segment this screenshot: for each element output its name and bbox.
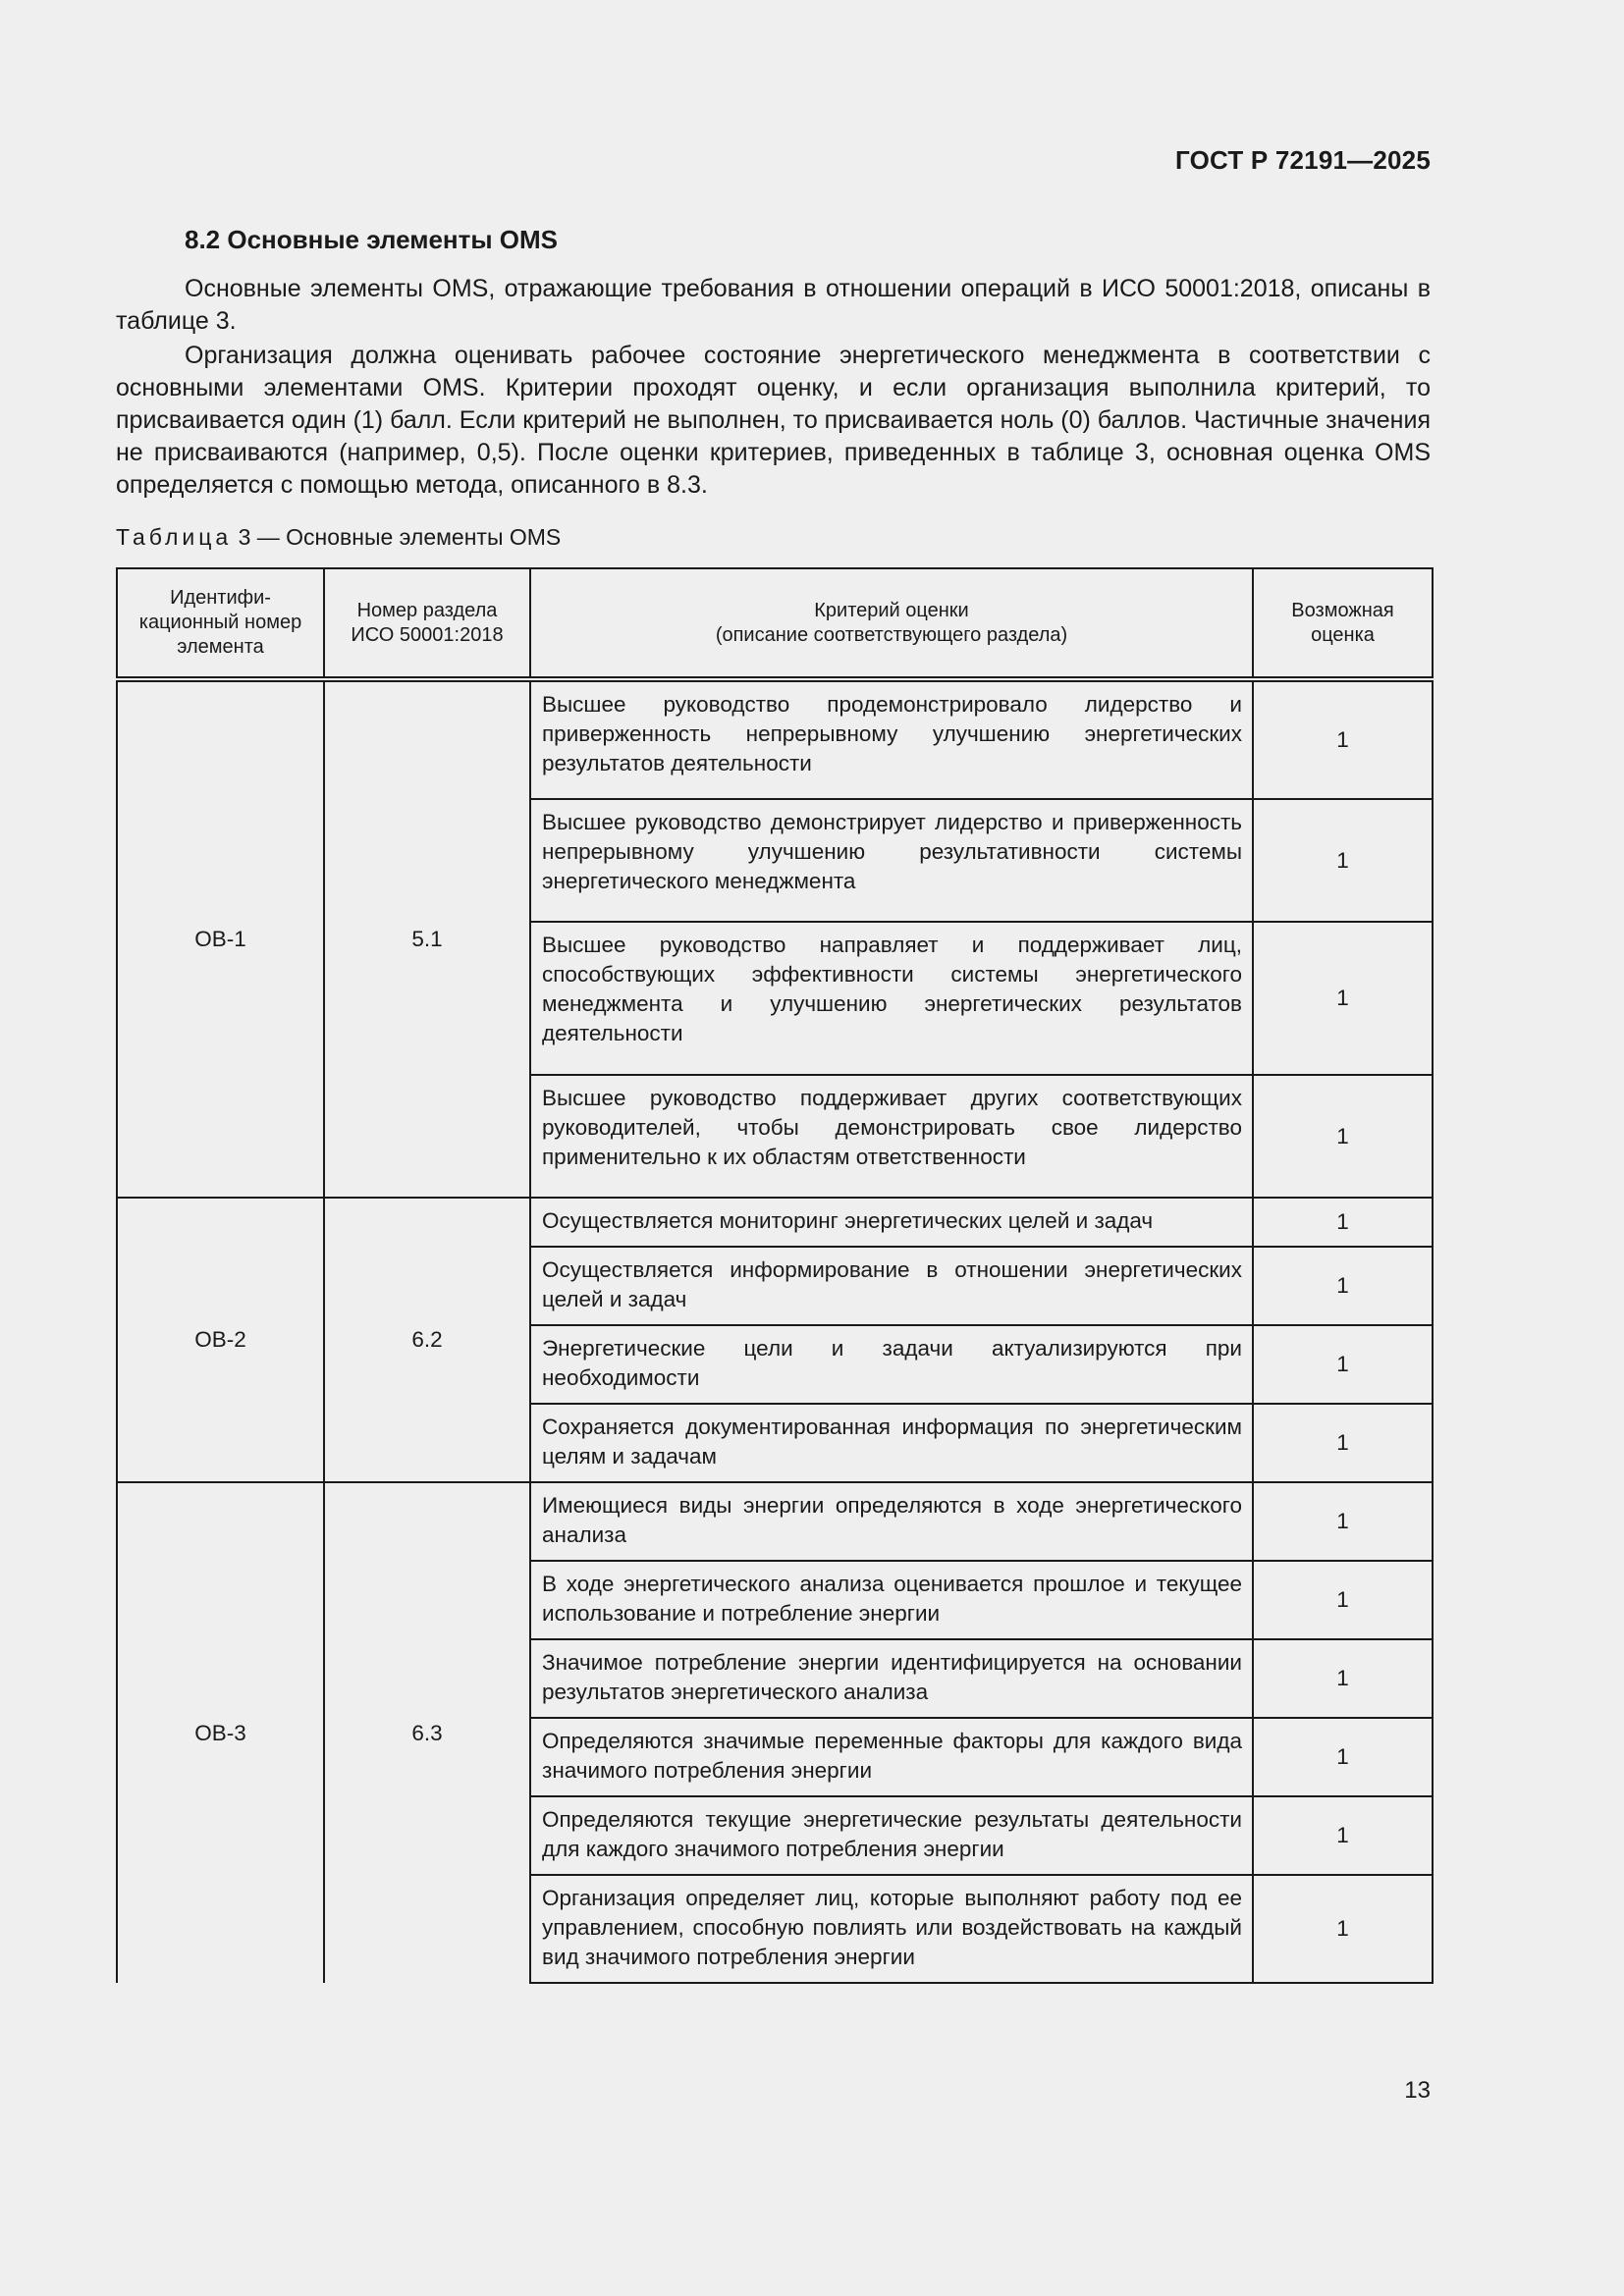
element-id-cell: OB-1 bbox=[117, 679, 324, 1198]
score-cell: 1 bbox=[1253, 1561, 1433, 1639]
criterion-cell: Осуществляется информирование в отношении энергетических целей и задач bbox=[530, 1247, 1253, 1325]
page-number: 13 bbox=[1404, 2077, 1431, 2104]
score-cell: 1 bbox=[1253, 1075, 1433, 1198]
criterion-cell: Значимое потребление энергии идентифицируется на основании результатов энергетического анализа bbox=[530, 1639, 1253, 1718]
criteria-table bbox=[116, 567, 1434, 1984]
score-cell: 1 bbox=[1253, 1482, 1433, 1561]
score-cell: 1 bbox=[1253, 922, 1433, 1075]
table-row bbox=[117, 1198, 1433, 1247]
criterion-cell: Сохраняется документированная информация по энергетическим целям и задачам bbox=[530, 1404, 1253, 1482]
criterion-cell: В ходе энергетического анализа оценивается прошлое и текущее использование и потребление энергии bbox=[530, 1561, 1253, 1639]
score-cell: 1 bbox=[1253, 1875, 1433, 1983]
criterion-cell: Высшее руководство поддерживает других соответствующих руководителей, чтобы демонстрировать свое лидерство применительно к их областям ответственности bbox=[530, 1075, 1253, 1198]
score-cell: 1 bbox=[1253, 1247, 1433, 1325]
table-body bbox=[117, 679, 1433, 1983]
criterion-cell: Высшее руководство демонстрирует лидерство и приверженность непрерывному улучшению результативности системы энергетического менеджмента bbox=[530, 799, 1253, 922]
section-number-cell: 5.1 bbox=[324, 679, 530, 1198]
paragraph-2: Организация должна оценивать рабочее состояние энергетического менеджмента в соответствии с основными элементами OMS. Критерии проходят оценку, и если организация выполнила критерий, то присваивается один (1) балл. Если критерий не выполнен, то присваивается ноль (0) баллов. Частичные значения не присваиваются (например, 0,5). После оценки критериев, приведенных в таблице 3, основная оценка OMS определяется с помощью метода, описанного в 8.3. bbox=[116, 342, 1431, 499]
criteria-table-container bbox=[116, 567, 1432, 1984]
header-score: Возможная оценка bbox=[1253, 568, 1433, 679]
table-caption bbox=[116, 524, 561, 551]
table-header-row bbox=[117, 568, 1433, 679]
score-cell: 1 bbox=[1253, 1718, 1433, 1796]
section-heading: 8.2 Основные элементы OMS bbox=[185, 225, 558, 254]
document-header-code: ГОСТ Р 72191—2025 bbox=[1175, 145, 1431, 175]
score-cell: 1 bbox=[1253, 679, 1433, 799]
criterion-cell: Имеющиеся виды энергии определяются в ходе энергетического анализа bbox=[530, 1482, 1253, 1561]
criterion-cell: Определяются значимые переменные факторы для каждого вида значимого потребления энергии bbox=[530, 1718, 1253, 1796]
section-number-cell: 6.2 bbox=[324, 1198, 530, 1482]
table-caption-title: 3 — Основные элементы OMS bbox=[238, 524, 562, 550]
score-cell: 1 bbox=[1253, 1404, 1433, 1482]
section-number-cell: 6.3 bbox=[324, 1482, 530, 1983]
element-id-cell: OB-2 bbox=[117, 1198, 324, 1482]
table-caption-prefix: Таблица bbox=[116, 524, 233, 550]
score-cell: 1 bbox=[1253, 1325, 1433, 1404]
score-cell: 1 bbox=[1253, 1796, 1433, 1875]
criterion-cell: Высшее руководство направляет и поддерживает лиц, способствующих эффективности системы энергетического менеджмента и улучшению энергетических результатов деятельности bbox=[530, 922, 1253, 1075]
element-id-cell: OB-3 bbox=[117, 1482, 324, 1983]
table-row bbox=[117, 679, 1433, 799]
score-cell: 1 bbox=[1253, 799, 1433, 922]
table-row bbox=[117, 1482, 1433, 1561]
criterion-cell: Энергетические цели и задачи актуализируются при необходимости bbox=[530, 1325, 1253, 1404]
header-section-number: Номер раздела ИСО 50001:2018 bbox=[324, 568, 530, 679]
score-cell: 1 bbox=[1253, 1639, 1433, 1718]
criterion-cell: Организация определяет лиц, которые выполняют работу под ее управлением, способную повлиять или воздействовать на каждый вид значимого потребления энергии bbox=[530, 1875, 1253, 1983]
header-element-id: Идентифи- кационный номер элемента bbox=[117, 568, 324, 679]
criterion-cell: Определяются текущие энергетические результаты деятельности для каждого значимого потребления энергии bbox=[530, 1796, 1253, 1875]
header-criterion: Критерий оценки (описание соответствующего раздела) bbox=[530, 568, 1253, 679]
paragraph-1: Основные элементы OMS, отражающие требования в отношении операций в ИСО 50001:2018, описаны в таблице 3. bbox=[116, 275, 1431, 335]
score-cell: 1 bbox=[1253, 1198, 1433, 1247]
criterion-cell: Осуществляется мониторинг энергетических целей и задач bbox=[530, 1198, 1253, 1247]
criterion-cell: Высшее руководство продемонстрировало лидерство и приверженность непрерывному улучшению энергетических результатов деятельности bbox=[530, 679, 1253, 799]
